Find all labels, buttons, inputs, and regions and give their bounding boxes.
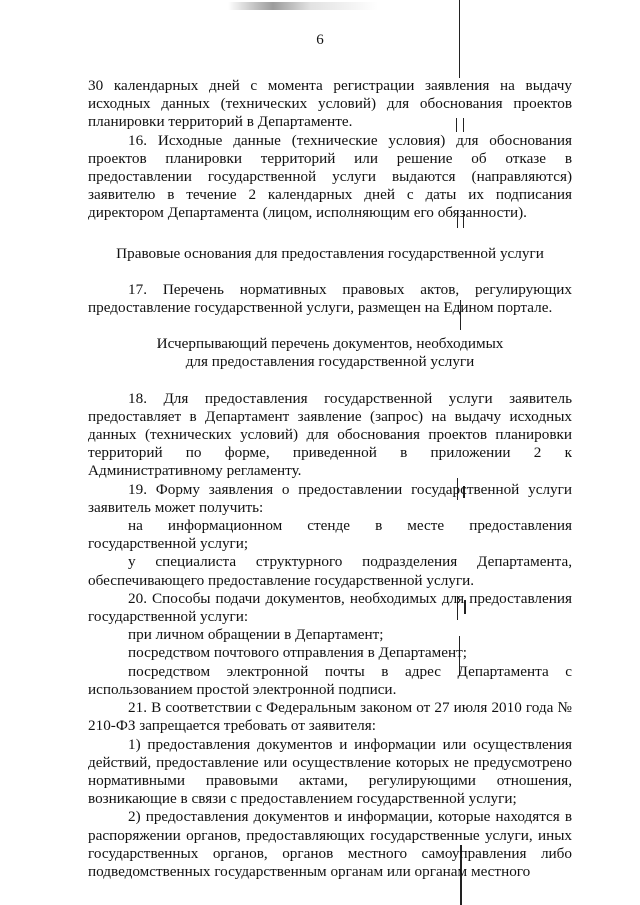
section-heading-legal-basis: Правовые основания для предоставления государственной услуги xyxy=(116,244,544,262)
paragraph-continuation: 30 календарных дней с момента регистрации заявления на выдачу исходных данных (технических условий) для обоснования проектов планировки территорий в Департаменте. xyxy=(88,77,572,131)
page-number: 6 xyxy=(316,32,324,48)
paragraph-19-item-specialist: у специалиста структурного подразделения Департамента, обеспечивающего предоставление государственной услуги. xyxy=(88,553,572,589)
document-body xyxy=(88,77,572,881)
section-heading-documents-line-2: для предоставления государственной услуги xyxy=(185,353,475,371)
paragraph-21-item-1: 1) предоставления документов и информации или осуществления действий, предоставление или осуществление которых не предусмотрено нормативными правовыми актами, регулирующими отношения, возникающие в связи с предоставлением государственной услуги; xyxy=(88,735,572,808)
scan-header-smudge xyxy=(228,2,378,10)
paragraph-20-item-post: посредством почтового отправления в Департамент; xyxy=(128,644,467,662)
paragraph-21: 21. В соответствии с Федеральным законом от 27 июля 2010 года № 210-ФЗ запрещается требовать от заявителя: xyxy=(88,699,572,735)
paragraph-19: 19. Форму заявления о предоставлении государственной услуги заявитель может получить: xyxy=(88,480,572,516)
paragraph-17: 17. Перечень нормативных правовых актов, регулирующих предоставление государственной услуги, размещен на Едином портале. xyxy=(88,280,572,317)
paragraph-21-item-2: 2) предоставления документов и информации, которые находятся в распоряжении органов, предоставляющих государственные услуги, иных государственных органов, органов местного самоуправления либо подведомственных государственным органам или органам местного xyxy=(88,808,572,880)
paragraph-16: 16. Исходные данные (технические условия) для обоснования проектов планировки территорий или решение об отказе в предоставлении государственной услуги выдаются (направляются) заявителю в течение 2 календарных дней с даты их подписания директором Департамента (лицом, исполняющим его обязанности). xyxy=(88,131,572,222)
section-heading-documents xyxy=(88,335,572,371)
paragraph-19-item-stand: на информационном стенде в месте предоставления государственной услуги; xyxy=(88,517,572,553)
section-heading-documents-line-1: Исчерпывающий перечень документов, необходимых xyxy=(156,335,504,353)
paragraph-20-item-in-person: при личном обращении в Департамент; xyxy=(128,626,384,644)
paragraph-18: 18. Для предоставления государственной услуги заявитель предоставляет в Департамент заявление (запрос) на выдачу исходных данных (технических условий) для обоснования проектов планировки территорий по форме, приведенной в приложении 2 к Административному регламенту. xyxy=(88,389,572,480)
paragraph-20-item-email: посредством электронной почты в адрес Департамента с использованием простой электронной подписи. xyxy=(88,662,572,698)
paragraph-20: 20. Способы подачи документов, необходимых для предоставления государственной услуги: xyxy=(88,589,572,626)
